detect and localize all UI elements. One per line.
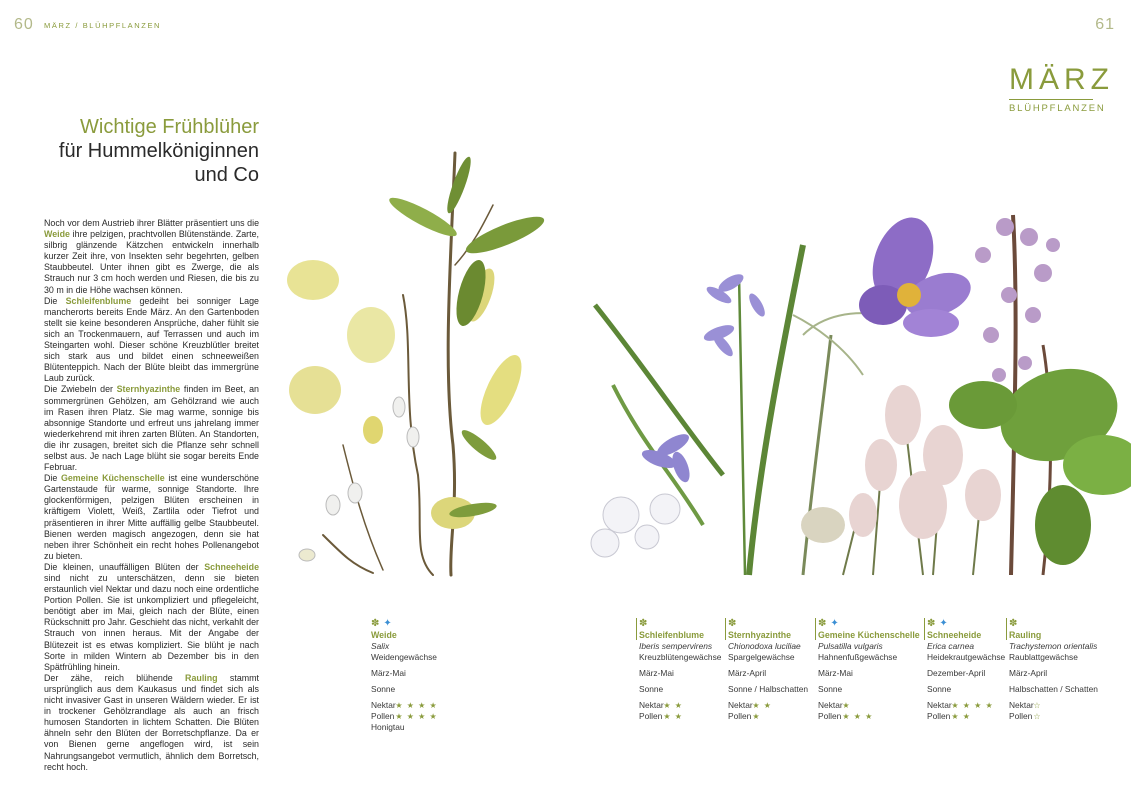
month-rule — [1009, 99, 1093, 100]
plant-bloom: März-Mai — [371, 668, 406, 678]
plant-latin: Iberis sempervirens — [639, 641, 713, 651]
plant-family: Spargelgewächse — [728, 652, 795, 662]
flower-illustration — [283, 145, 1131, 577]
paragraph-kuechenschelle: Die Gemeine Küchenschelle ist eine wunderschöne Gartenstaude für warme, sonnige Standorte. Ihre glockenförmigen, pelzigen Blüten erscheinen in kräftigem Violett, Weiß, Zartlila oder Tiefrot und präsentieren in ihrer Mitte auffällig gelbe Staubbeutel. Bienen werden magisch angezogen, denn sie hat neben ihrer Schönheit ein recht hohes Pollenangebot zu bieten. — [44, 473, 259, 561]
plant-nektar: Nektar ★ ★ — [728, 700, 772, 710]
plant-nektar: Nektar ★ — [818, 700, 851, 710]
plant-family: Heidekrautgewächse — [927, 652, 1006, 662]
plant-site: Sonne — [371, 684, 396, 694]
term-schneeheide: Schneeheide — [204, 561, 259, 572]
plant-info-kuechenschelle — [818, 616, 922, 722]
plant-name: Sternhyazinthe — [728, 630, 792, 640]
plant-nektar: Nektar ☆ — [1009, 700, 1041, 710]
term-kuechenschelle: Gemeine Küchenschelle — [60, 473, 165, 484]
plant-bloom: März-Mai — [818, 668, 853, 678]
plant-icon: ✽ — [818, 617, 827, 629]
plant-pollen: Pollen ★ ★ ★ ★ — [371, 711, 438, 721]
plant-pollen: Pollen ★ ★ — [639, 711, 683, 721]
article-title — [40, 115, 259, 187]
plant-icon: ✽ — [728, 617, 737, 629]
plant-site: Sonne / Halbschatten — [728, 684, 809, 694]
page-number-left: 60 — [14, 16, 34, 33]
plant-latin: Trachystemon orientalis — [1009, 641, 1098, 651]
plant-info-sternhyazinthe — [728, 616, 814, 722]
plant-latin: Salix — [371, 641, 390, 651]
paragraph-rauling: Der zähe, reich blühende Rauling stammt ursprünglich aus dem Kaukasus und findet sich als nicht invasiver Gast in unseren Wäldern wieder. Er ist in trockener Gehölzrandlage als auch an frisch humosen Standorten in lichtem Schatten. Die Blüten ähneln sehr den Blüten der Borretschpflanze. Da er von Bienen gerne angeflogen wird, ist sein Nahrungsangebot vermutlich, ähnlich dem Borretsch, recht hoch. — [44, 672, 260, 772]
plant-name: Weide — [371, 630, 397, 640]
page-number-right: 61 — [1095, 16, 1115, 33]
info-icons — [728, 616, 814, 630]
term-weide: Weide — [44, 229, 70, 240]
willow-catkins — [287, 260, 530, 561]
title-line-1: Wichtige Frühblüher — [80, 116, 259, 138]
plant-pollen: Pollen ★ — [728, 711, 761, 721]
plant-icon: ✽ — [371, 617, 380, 629]
plant-pollen: Pollen ★ ★ ★ — [818, 711, 874, 721]
plant-family: Raublattgewächse — [1009, 652, 1078, 662]
info-icons — [1009, 616, 1127, 630]
plant-site: Halbschatten / Schatten — [1009, 684, 1098, 694]
plant-site: Sonne — [639, 684, 664, 694]
plant-name: Gemeine Küchenschelle — [818, 630, 920, 640]
plant-info-schneeheide — [927, 616, 1005, 722]
info-icons — [818, 616, 922, 630]
rauling — [949, 215, 1131, 575]
paragraph-schneeheide: Die kleinen, unauffälligen Blüten der Schneeheide sind nicht zu unterschätzen, denn sie bieten erstaunlich viel Nektar und dazu noch eine ordentliche Portion Pollen. Sie ist unkompliziert und pflegeleicht, benötigt aber im Mai, gleich nach der Blüte, einen Rückschnitt pro Jahr. Geschieht das nicht, verkahlt der Strauch von innen heraus. Mit der Angabe der Blütezeit ist es etwas kompliziert. Sie blüht je nach Sorte in milden Wintern ab Dezember bis in den Spätfrühling hinein. — [44, 561, 259, 672]
plant-latin: Erica carnea — [927, 641, 975, 651]
plant-nektar: Nektar ★ ★ ★ ★ — [927, 700, 994, 710]
plant-icon: ✽ — [639, 617, 648, 629]
plant-bloom: März-April — [1009, 668, 1048, 678]
plant-info-weide — [371, 616, 491, 733]
plant-nektar: Nektar ★ ★ ★ ★ — [371, 700, 438, 710]
plant-family: Hahnenfußgewächse — [818, 652, 898, 662]
title-line-2: für Hummelköniginnen — [58, 140, 259, 162]
info-icons — [639, 616, 724, 630]
bee-icon: ✦ — [383, 617, 392, 629]
plant-icon: ✽ — [927, 617, 936, 629]
candytuft — [591, 494, 680, 557]
term-sternhyazinthe: Sternhyazinthe — [116, 384, 181, 395]
plant-family: Weidengewächse — [371, 652, 437, 662]
plant-bloom: März-Mai — [639, 668, 674, 678]
paragraph-schleifenblume: Die Schleifenblume gedeiht bei sonniger Lage mancherorts bereits Ende März. An den Gartenboden stellt sie keine besonderen Ansprüche, daher fühlt sie sich an Trockenmauern, auf Terrassen und auch im Steingarten wohl. Dieser schöne Kreuzblütler breitet sich stark aus und bildet einen schneeweißen Blütenteppich. Nach der Blüte bleibt das immergrüne Laub zurück. — [44, 295, 259, 384]
running-head: MÄRZ / BLÜHPFLANZEN — [44, 21, 162, 30]
plant-extra: Honigtau — [371, 722, 405, 732]
month-label — [1009, 63, 1114, 114]
term-schleifenblume: Schleifenblume — [65, 295, 132, 306]
plant-pollen: Pollen ☆ — [1009, 711, 1041, 721]
title-line-3: und Co — [194, 164, 259, 186]
plant-latin: Chionodoxa luciliae — [728, 641, 801, 651]
plant-site: Sonne — [818, 684, 843, 694]
plant-bloom: Dezember-April — [927, 668, 986, 678]
bee-icon: ✦ — [939, 617, 948, 629]
plant-family: Kreuzblütengewächse — [639, 652, 722, 662]
plant-pollen: Pollen ★ ★ — [927, 711, 971, 721]
plant-site: Sonne — [927, 684, 952, 694]
paragraph-sternhyazinthe: Die Zwiebeln der Sternhyazinthe finden im Beet, an sommergrünen Gehölzen, am Gehölzrand wie auch im Rasen ihren Platz. Sie mag warme, sonnige bis absonnige Standorte und erfreut uns jahrelang immer wiederkehrend mit ihren zarten Blüten. An Standorten, die ihr zusagen, breitet sich die Pflanze sehr schnell selbst aus. Je nach Lage blüht sie sogar bereits Ende Februar. — [44, 384, 259, 473]
article-body — [44, 218, 259, 773]
plant-name: Schleifenblume — [639, 630, 705, 640]
plant-nektar: Nektar ★ ★ — [639, 700, 683, 710]
month-text: MÄRZ — [1009, 63, 1114, 96]
plant-bloom: März-April — [728, 668, 767, 678]
month-subtitle: BLÜHPFLANZEN — [1009, 103, 1106, 114]
bee-icon: ✦ — [830, 617, 839, 629]
plant-latin: Pulsatilla vulgaris — [818, 641, 883, 651]
paragraph-weide: Noch vor dem Austrieb ihrer Blätter präsentiert uns die Weide ihre pelzigen, prachtvollen Blütenstände. Zarte, silbrig glänzende Kätzchen entwickeln innerhalb kurzer Zeit ihre, von Insekten sehr begehrten, gelben Staubbeutel. Unter ihnen gibt es Zwerge, die als Strauch nur 3 cm hoch werden und Riesen, die bis zu 30 m in die Höhe wachsen können. — [44, 218, 259, 295]
info-icons — [927, 616, 1005, 630]
plant-info-rauling — [1009, 616, 1127, 722]
willow-leaves — [386, 155, 548, 520]
term-rauling: Rauling — [185, 672, 218, 683]
plant-info-schleifenblume — [639, 616, 724, 722]
plant-icon: ✽ — [1009, 617, 1018, 629]
plant-name: Rauling — [1009, 630, 1042, 640]
info-icons — [371, 616, 491, 630]
plant-name: Schneeheide — [927, 630, 982, 640]
